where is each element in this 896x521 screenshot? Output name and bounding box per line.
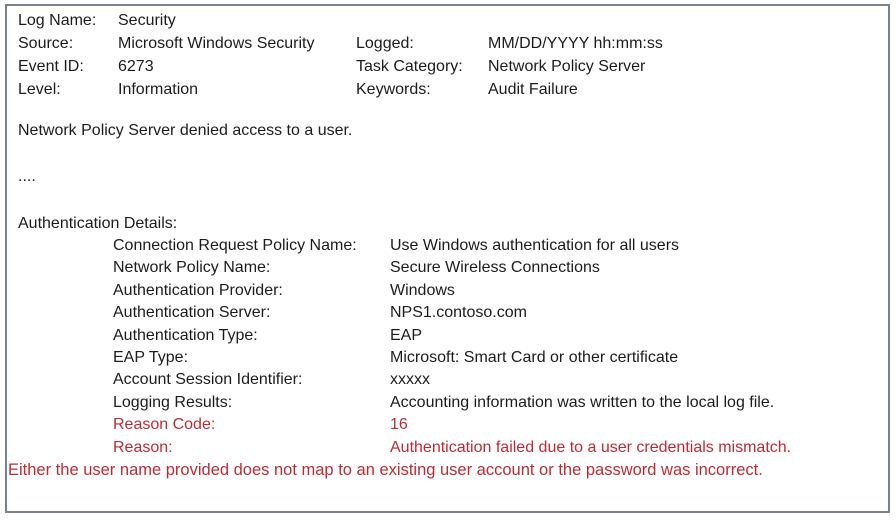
auth-detail-label: Account Session Identifier:: [113, 371, 303, 389]
auth-detail-value: Windows: [390, 281, 455, 299]
auth-detail-value: xxxxx: [390, 371, 430, 389]
auth-detail-label: EAP Type:: [113, 348, 189, 366]
auth-detail-value: Accounting information was written to the local log file.: [390, 393, 775, 411]
auth-detail-row: [18, 302, 880, 324]
field-label-keywords: Keywords:: [356, 81, 431, 98]
field-label-task-category: Task Category:: [356, 58, 463, 75]
ellipsis: ....: [18, 168, 36, 185]
auth-detail-row: [18, 235, 880, 257]
auth-detail-value: Microsoft: Smart Card or other certificate: [390, 348, 679, 366]
auth-detail-row-reason: [18, 437, 880, 459]
auth-detail-row: [18, 392, 880, 414]
auth-detail-row: [18, 257, 880, 279]
auth-detail-label: Connection Request Policy Name:: [113, 237, 357, 254]
reason-continuation: Either the user name provided does not map to an existing user account or the password was incorrect.: [8, 460, 763, 479]
field-label-level: Level:: [18, 81, 61, 98]
auth-detail-value: 16: [390, 416, 408, 434]
auth-detail-value: NPS1.contoso.com: [390, 304, 527, 322]
header-row: [18, 78, 880, 101]
event-header: [18, 9, 880, 101]
auth-detail-label: Authentication Type:: [113, 326, 258, 344]
field-value-source: Microsoft Windows Security: [118, 35, 315, 52]
auth-detail-value: Secure Wireless Connections: [390, 259, 600, 277]
auth-detail-value: Use Windows authentication for all users: [390, 237, 680, 254]
event-description: Network Policy Server denied access to a user.: [18, 122, 353, 139]
field-value-event-id: 6273: [118, 58, 154, 75]
field-value-task-category: Network Policy Server: [488, 58, 646, 75]
field-label-logged: Logged:: [356, 35, 414, 52]
auth-detail-row-reason-code: [18, 414, 880, 436]
auth-detail-label: Logging Results:: [113, 393, 233, 411]
header-row: [18, 55, 880, 78]
field-label-source: Source:: [18, 35, 74, 52]
event-detail-panel: [5, 4, 890, 513]
auth-detail-value: EAP: [390, 326, 423, 344]
field-value-keywords: Audit Failure: [488, 81, 578, 98]
auth-detail-row: [18, 347, 880, 369]
auth-detail-row: [18, 369, 880, 391]
auth-detail-label: Network Policy Name:: [113, 259, 271, 277]
auth-details-heading: Authentication Details:: [18, 215, 178, 232]
auth-detail-row: [18, 325, 880, 347]
auth-details-list: [18, 235, 880, 459]
header-row: [18, 32, 880, 55]
field-label-log-name: Log Name:: [18, 12, 97, 29]
auth-detail-value: Authentication failed due to a user credentials mismatch.: [390, 438, 792, 456]
field-value-log-name: Security: [118, 12, 176, 29]
auth-detail-label: Authentication Server:: [113, 304, 271, 322]
field-value-level: Information: [118, 81, 199, 98]
auth-detail-label: Reason Code:: [113, 416, 216, 434]
auth-detail-label: Authentication Provider:: [113, 281, 283, 299]
field-value-logged: MM/DD/YYYY hh:mm:ss: [488, 35, 663, 52]
auth-detail-label: Reason:: [113, 438, 173, 456]
field-label-event-id: Event ID:: [18, 58, 84, 75]
auth-detail-row: [18, 280, 880, 302]
event-detail-content: [7, 6, 888, 511]
header-row: [18, 9, 880, 32]
